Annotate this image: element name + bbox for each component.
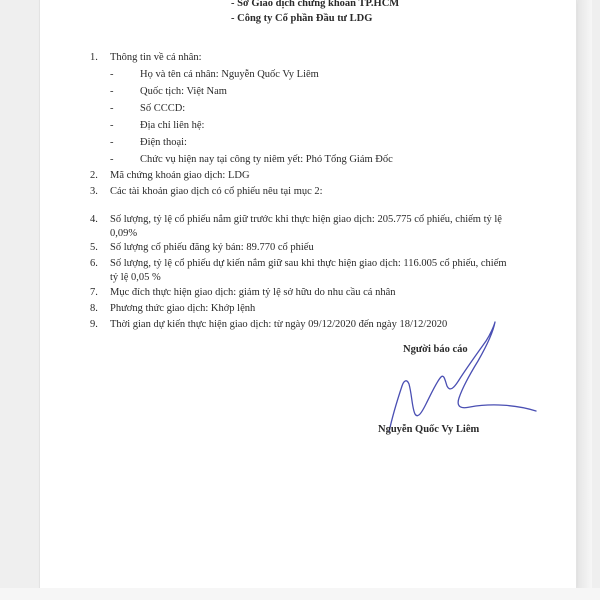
item-number: 1. [90,52,98,63]
recipient-hose: - Sở Giao dịch chứng khoán TP.HCM [231,0,400,9]
item-number: 2. [90,170,98,181]
item-ticker: Mã chứng khoán giao dịch: LDG [110,170,250,181]
item-accounts: Các tài khoản giao dịch có cổ phiếu nêu tại mục 2: [110,186,323,197]
signature-title: Người báo cáo [403,344,468,355]
sub-bullet: - [110,103,114,114]
item-number: 4. [90,214,98,225]
item-sell-quantity: Số lượng cổ phiếu đăng ký bán: 89.770 cổ phiếu [110,242,314,253]
sub-nationality: Quốc tịch: Việt Nam [140,86,227,97]
item-holding-after-cont: tỷ lệ 0,05 % [110,272,161,283]
recipient-ldg: - Công ty Cổ phần Đầu tư LDG [231,13,373,24]
item-holding-before: Số lượng, tỷ lệ cổ phiếu nắm giữ trước khi thực hiện giao dịch: 205.775 cổ phiếu, chiếm tỷ lệ [110,214,502,225]
item-number: 3. [90,186,98,197]
item-personal-info: Thông tin về cá nhân: [110,52,202,63]
sub-id-number: Số CCCD: [140,103,186,114]
sub-full-name: Họ và tên cá nhân: Nguyễn Quốc Vy Liêm [140,69,319,80]
item-method: Phương thức giao dịch: Khớp lệnh [110,303,256,314]
sub-bullet: - [110,69,114,80]
sub-position: Chức vụ hiện nay tại công ty niêm yết: Phó Tổng Giám Đốc [140,154,393,165]
signer-name: Nguyễn Quốc Vy Liêm [378,424,480,435]
item-number: 8. [90,303,98,314]
sub-address: Địa chỉ liên hệ: [140,120,205,131]
sub-phone: Điện thoại: [140,137,187,148]
item-purpose: Mục đích thực hiện giao dịch: giảm tỷ lệ sở hữu do nhu cầu cá nhân [110,287,396,298]
item-number: 9. [90,319,98,330]
sub-bullet: - [110,86,114,97]
item-number: 5. [90,242,98,253]
item-number: 7. [90,287,98,298]
item-timeframe: Thời gian dự kiến thực hiện giao dịch: từ ngày 09/12/2020 đến ngày 18/12/2020 [110,319,448,330]
item-number: 6. [90,258,98,269]
sub-bullet: - [110,154,114,165]
item-holding-before-cont: 0,09% [110,228,138,239]
sub-bullet: - [110,137,114,148]
item-holding-after: Số lượng, tỷ lệ cổ phiếu dự kiến nắm giữ sau khi thực hiện giao dịch: 116.005 cổ phiếu, chiếm [110,258,507,269]
sub-bullet: - [110,120,114,131]
